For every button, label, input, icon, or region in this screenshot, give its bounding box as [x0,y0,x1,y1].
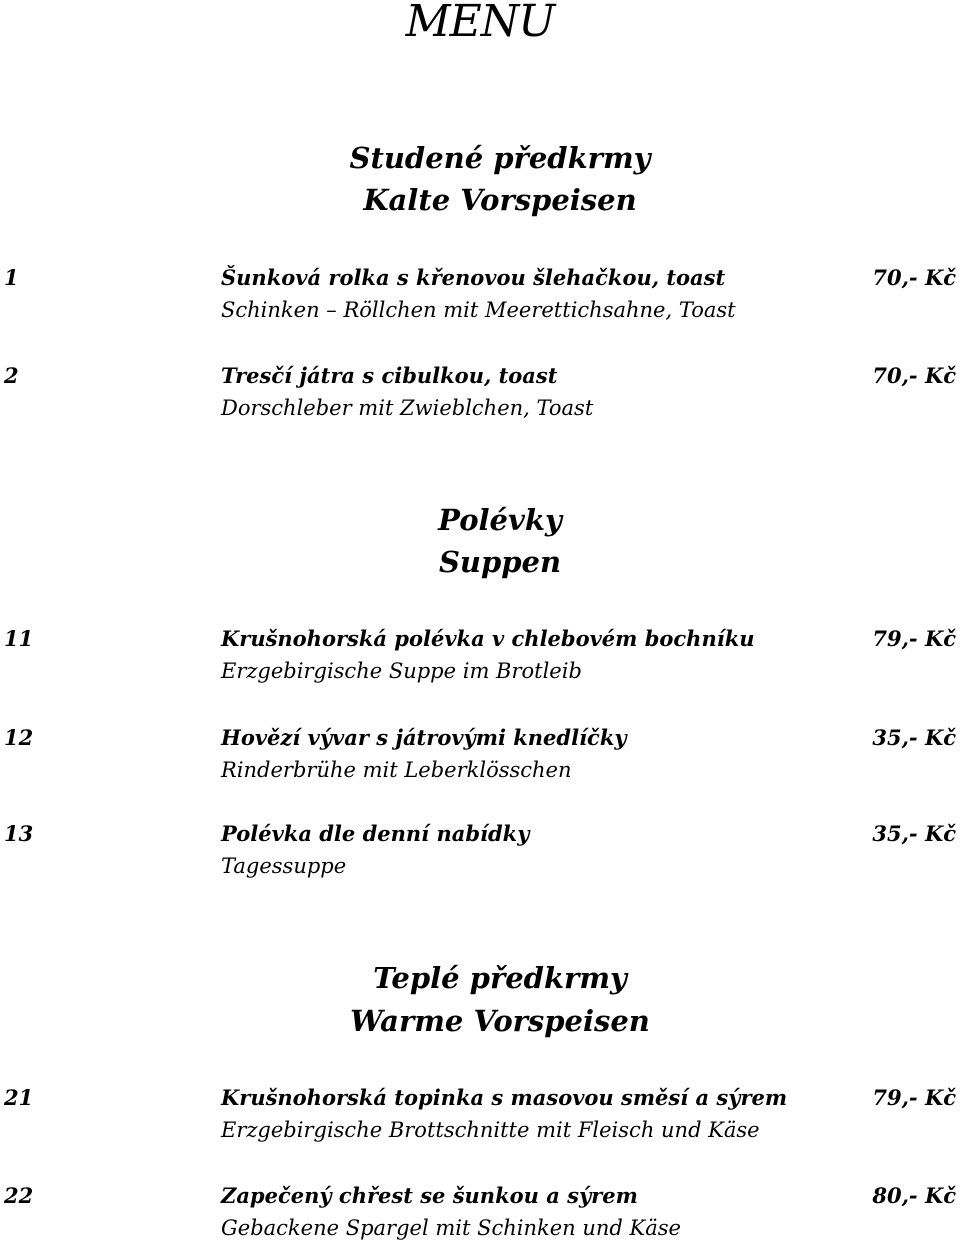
item-name-de: Erzgebirgische Brottschnitte mit Fleisch und Käse [221,1118,760,1142]
menu-item [0,623,960,693]
item-price: 35,- Kč [872,725,956,750]
menu-item [0,360,960,430]
section-title-soups-de: Suppen [438,545,562,579]
section-title-warm-starters-cz: Teplé předkrmy [373,961,627,995]
item-name-cz: Hovězí vývar s játrovými knedlíčky [221,725,627,750]
item-name-cz: Krušnohorská polévka v chlebovém bochníku [221,626,755,651]
item-name-cz: Krušnohorská topinka s masovou směsí a sýrem [221,1085,788,1110]
menu-item [0,1082,960,1152]
item-number: 21 [4,1085,34,1110]
item-name-de: Erzgebirgische Suppe im Brotleib [221,659,582,683]
item-name-de: Schinken – Röllchen mit Meerettichsahne, Toast [221,298,736,322]
section-title-soups-cz: Polévky [438,503,562,537]
item-number: 2 [4,363,19,388]
menu-title: MENU [405,0,555,47]
item-name-cz: Šunková rolka s křenovou šlehačkou, toast [221,265,726,290]
item-number: 11 [4,626,34,651]
item-number: 13 [4,821,34,846]
item-price: 70,- Kč [872,265,956,290]
section-title-cold-starters-de: Kalte Vorspeisen [363,183,637,217]
section-title-cold-starters-cz: Studené předkrmy [349,141,651,175]
item-number: 22 [4,1183,34,1208]
item-name-cz: Polévka dle denní nabídky [221,821,530,846]
item-name-cz: Tresčí játra s cibulkou, toast [221,363,558,388]
menu-item [0,722,960,792]
section-title-warm-starters-de: Warme Vorspeisen [350,1004,650,1038]
item-name-de: Dorschleber mit Zwieblchen, Toast [221,396,594,420]
item-name-de: Rinderbrühe mit Leberklösschen [221,758,572,782]
item-price: 35,- Kč [872,821,956,846]
menu-item [0,262,960,332]
item-name-de: Tagessuppe [221,854,347,878]
item-price: 70,- Kč [872,363,956,388]
menu-item [0,818,960,888]
item-price: 80,- Kč [872,1183,956,1208]
item-price: 79,- Kč [872,626,956,651]
item-name-cz: Zapečený chřest se šunkou a sýrem [221,1183,638,1208]
item-number: 12 [4,725,34,750]
menu-item [0,1180,960,1250]
item-number: 1 [4,265,19,290]
item-name-de: Gebackene Spargel mit Schinken und Käse [221,1216,681,1240]
item-price: 79,- Kč [872,1085,956,1110]
